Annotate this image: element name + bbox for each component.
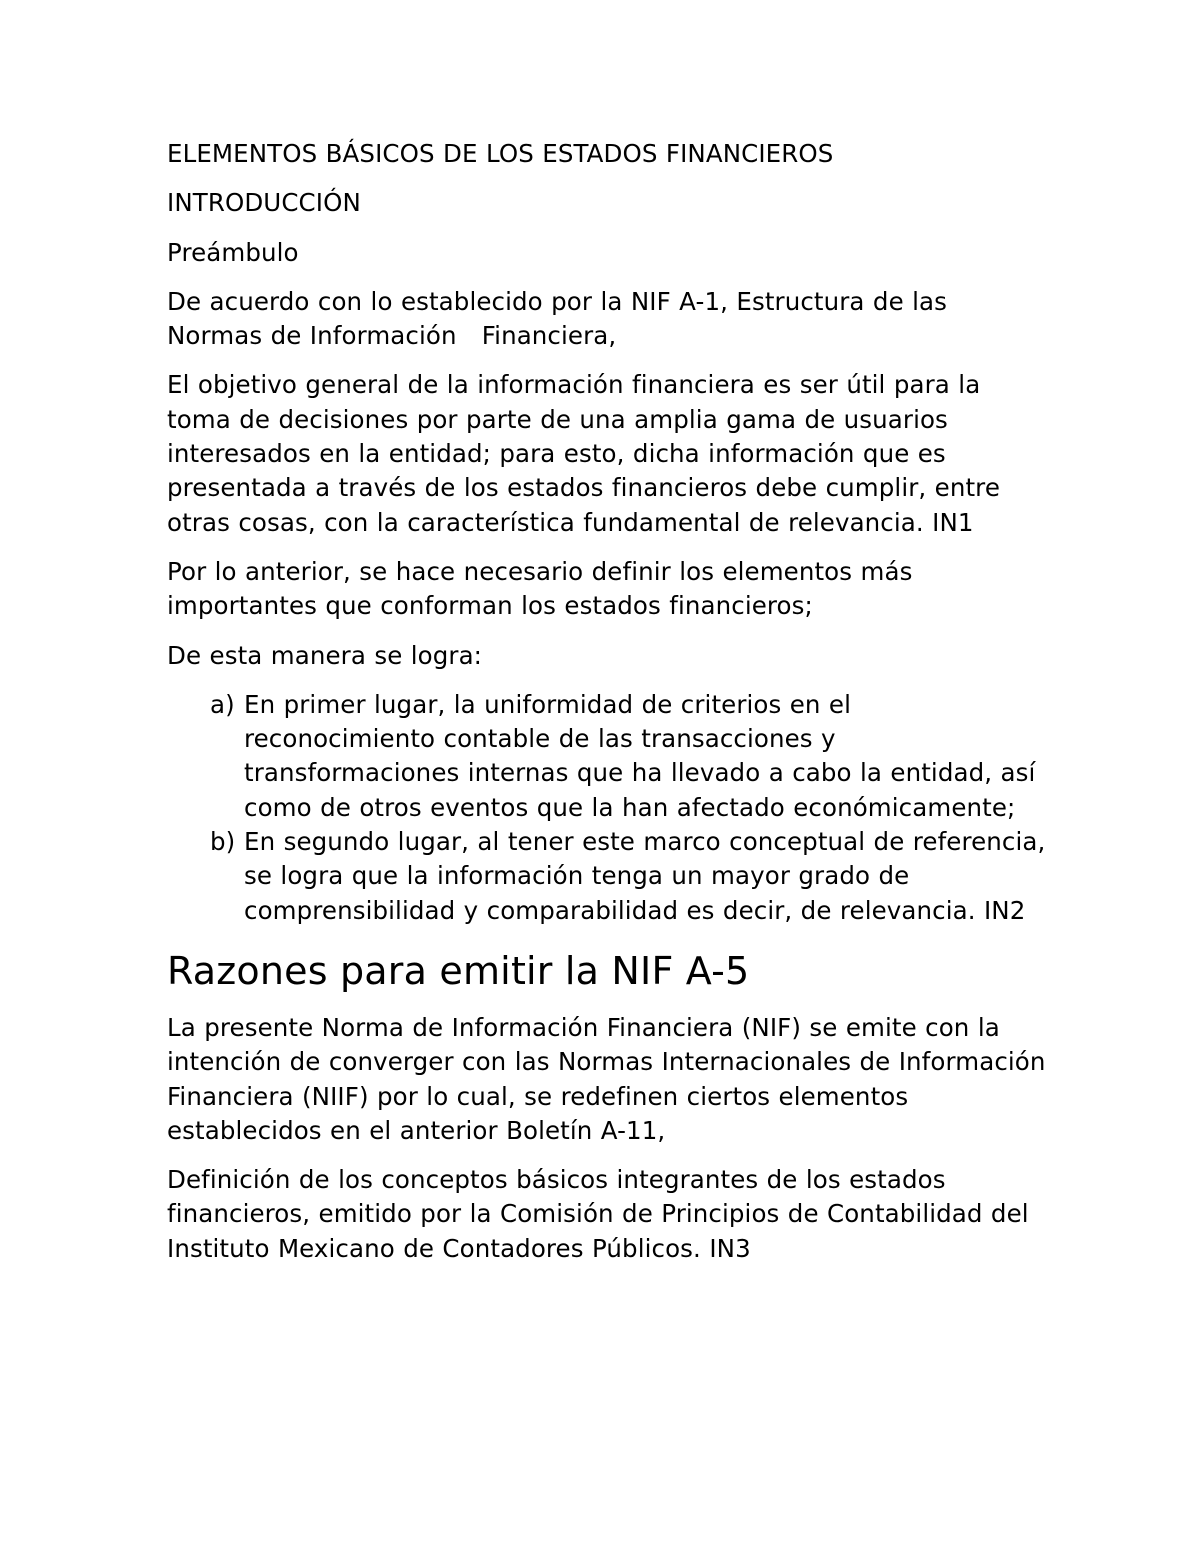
paragraph-por-lo-anterior: Por lo anterior, se hace necesario definir los elementos más importantes que conforman los estados financieros; [167,556,913,621]
paragraph-presente-norma: La presente Norma de Información Financiera (NIF) se emite con la intención de converger con las Normas Internacionales de Información Financiera (NIIF) por lo cual, se redefinen ciertos elementos establecidos en el anterior Boletín A-11, [167,1012,1046,1145]
list-marker: a) [210,689,235,719]
paragraph-objetivo-general: El objetivo general de la información financiera es ser útil para la toma de decisiones por parte de una amplia gama de usuarios interesados en la entidad; para esto, dicha información que es presentada a través de los estados financieros debe cumplir, entre otras cosas, con la característica fundamental de relevancia. IN1 [167,370,1000,537]
paragraph-nif-a1: De acuerdo con lo establecido por la NIF A-1, Estructura de las Normas de Información Financiera, [167,286,948,351]
subsection-heading-preambulo: Preámbulo [167,237,299,267]
list-item [167,825,1047,928]
list-item-text: En segundo lugar, al tener este marco conceptual de referencia, se logra que la información tenga un mayor grado de comprensibilidad y comparabilidad es decir, de relevancia. IN2 [244,827,1046,925]
paragraph-definicion-conceptos: Definición de los conceptos básicos integrantes de los estados financieros, emitido por la Comisión de Principios de Contabilidad del Instituto Mexicano de Contadores Públicos. IN3 [167,1165,1029,1263]
heading-razones: Razones para emitir la NIF A-5 [167,948,750,993]
benefits-list [167,688,1047,928]
section-heading-introduccion: INTRODUCCIÓN [167,188,361,218]
paragraph-de-esta-manera: De esta manera se logra: [167,640,483,670]
list-item-text: En primer lugar, la uniformidad de criterios en el reconocimiento contable de las transacciones y transformaciones internas que ha llevado a cabo la entidad, así como de otros eventos que la han afectado económicamente; [244,689,1036,822]
document-page [167,137,1047,1266]
document-title: ELEMENTOS BÁSICOS DE LOS ESTADOS FINANCIEROS [167,139,834,168]
list-marker: b) [210,827,236,857]
list-item [167,688,1047,825]
